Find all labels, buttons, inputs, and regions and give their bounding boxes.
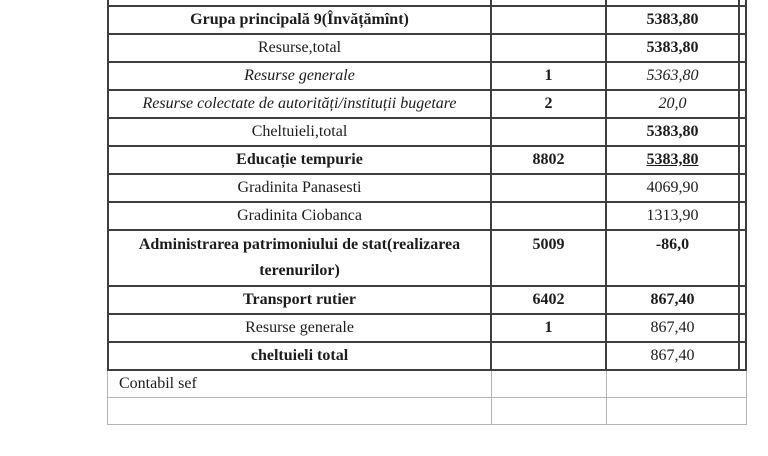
table-row — [107, 315, 747, 343]
cutoff-cell — [107, 0, 492, 7]
sliver-cell — [740, 147, 747, 175]
code-cell — [492, 7, 607, 35]
code-cell: 5009 — [492, 231, 607, 287]
amount-cell: 867,40 — [607, 343, 740, 371]
row-label: Transport rutier — [107, 287, 492, 315]
table-row — [107, 7, 747, 35]
row-label: Educație tempurie — [107, 147, 492, 175]
code-cell — [492, 35, 607, 63]
table-row-footer — [107, 398, 747, 425]
row-label: Resurse,total — [107, 35, 492, 63]
code-cell: 2 — [492, 91, 607, 119]
cutoff-cell — [607, 0, 740, 7]
sliver-cell — [740, 175, 747, 203]
sliver-cell — [740, 35, 747, 63]
amount-cell: 5383,80 — [607, 147, 740, 175]
budget-table — [107, 0, 747, 425]
table-row — [107, 231, 747, 287]
signature-label: Contabil sef — [107, 371, 492, 398]
amount-cell: 5363,80 — [607, 63, 740, 91]
code-cell: 1 — [492, 315, 607, 343]
table-row — [107, 63, 747, 91]
budget-table-wrap — [107, 0, 747, 425]
code-cell: 8802 — [492, 147, 607, 175]
code-cell — [492, 119, 607, 147]
row-label: Grupa principală 9(Învățămînt) — [107, 7, 492, 35]
sliver-cell — [740, 315, 747, 343]
sliver-cell — [740, 287, 747, 315]
code-cell — [492, 343, 607, 371]
row-label: Administrarea patrimoniului de stat(realizarea terenurilor) — [107, 231, 492, 287]
sliver-cell — [740, 343, 747, 371]
amount-cell: 5383,80 — [607, 119, 740, 147]
table-row — [107, 35, 747, 63]
table-row — [107, 287, 747, 315]
sliver-cell — [740, 231, 747, 287]
sliver-cell — [740, 91, 747, 119]
amount-cell — [607, 371, 747, 398]
cutoff-cell — [492, 0, 607, 7]
code-cell: 1 — [492, 63, 607, 91]
amount-cell: 5383,80 — [607, 35, 740, 63]
row-label: Resurse generale — [107, 315, 492, 343]
table-row — [107, 119, 747, 147]
table-row-footer — [107, 371, 747, 398]
sliver-cell — [740, 203, 747, 231]
code-cell — [492, 371, 607, 398]
code-cell: 6402 — [492, 287, 607, 315]
empty-cell — [107, 398, 492, 425]
cutoff-cell — [740, 0, 747, 7]
table-row — [107, 175, 747, 203]
code-cell — [492, 203, 607, 231]
amount-cell: 867,40 — [607, 315, 740, 343]
row-label: Gradinita Panasesti — [107, 175, 492, 203]
amount-cell: 4069,90 — [607, 175, 740, 203]
empty-cell — [492, 398, 607, 425]
code-cell — [492, 175, 607, 203]
table-row — [107, 343, 747, 371]
amount-cell: 867,40 — [607, 287, 740, 315]
table-row-cutoff — [107, 0, 747, 7]
sliver-cell — [740, 7, 747, 35]
empty-cell — [607, 398, 747, 425]
row-label: Resurse colectate de autorități/instituții bugetare — [107, 91, 492, 119]
row-label: Cheltuieli,total — [107, 119, 492, 147]
table-row — [107, 203, 747, 231]
table-row — [107, 147, 747, 175]
amount-cell: 5383,80 — [607, 7, 740, 35]
sliver-cell — [740, 119, 747, 147]
table-row — [107, 91, 747, 119]
amount-cell: 20,0 — [607, 91, 740, 119]
amount-cell: -86,0 — [607, 231, 740, 287]
row-label: cheltuieli total — [107, 343, 492, 371]
sliver-cell — [740, 63, 747, 91]
row-label: Resurse generale — [107, 63, 492, 91]
amount-cell: 1313,90 — [607, 203, 740, 231]
row-label: Gradinita Ciobanca — [107, 203, 492, 231]
